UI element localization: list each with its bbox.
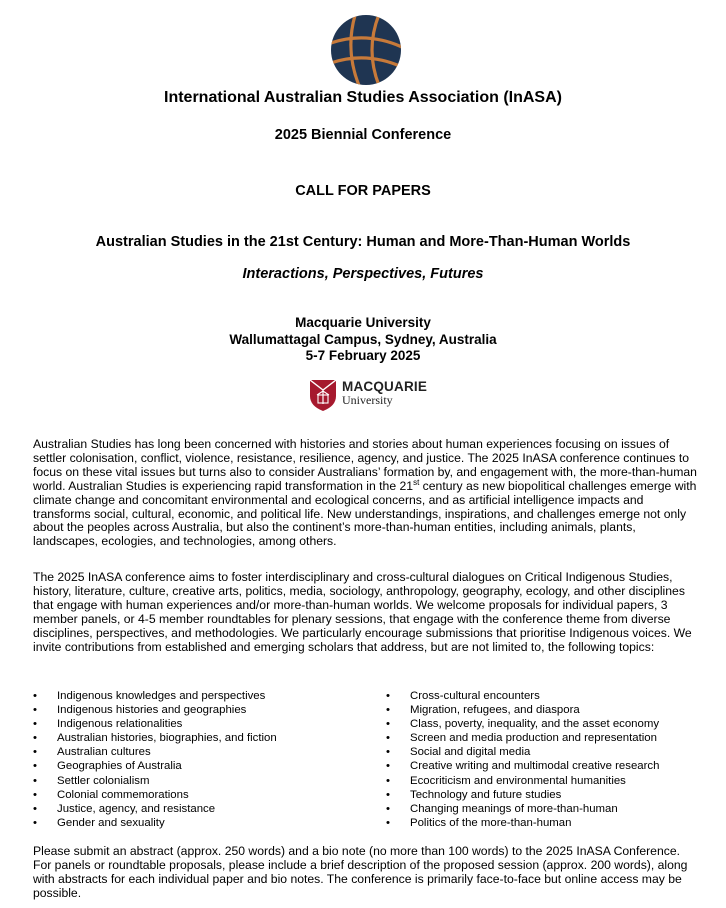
topics-list-right <box>386 689 659 830</box>
list-item: • Screen and media production and representation <box>386 731 659 745</box>
call-for-papers-heading: CALL FOR PAPERS <box>295 183 431 199</box>
intro-paragraph <box>33 438 699 549</box>
list-item: • Geographies of Australia <box>33 759 277 773</box>
list-item: • Indigenous knowledges and perspectives <box>33 689 277 703</box>
list-item: • Cross-cultural encounters <box>386 689 659 703</box>
list-item: • Changing meanings of more-than-human <box>386 802 659 816</box>
list-item: • Indigenous histories and geographies <box>33 703 277 717</box>
macquarie-logo-subtitle: University <box>342 393 393 407</box>
topics-list-left <box>33 689 277 830</box>
list-item: • Politics of the more-than-human <box>386 816 659 830</box>
list-item: • Ecocriticism and environmental humanities <box>386 774 659 788</box>
list-item: • Creative writing and multimodal creative research <box>386 759 659 773</box>
inasa-globe-logo <box>330 14 402 86</box>
list-item: • Migration, refugees, and diaspora <box>386 703 659 717</box>
venue-university: Macquarie University <box>295 315 431 330</box>
venue-dates: 5-7 February 2025 <box>305 348 421 363</box>
conference-theme: Australian Studies in the 21st Century: Human and More-Than-Human Worlds <box>95 234 631 250</box>
conference-subtheme: Interactions, Perspectives, Futures <box>242 266 484 282</box>
intro-paragraph-part-a: Australian Studies has long been concerned with histories and stories about human experiences focusing on issues of settler colonisation, conflict, violence, resistance, resilience, agency, and justice. The 2025 InASA conference continues to focus on these vital issues but turns also to consider Australians’ formation by, and engagement with, the more-than-human world. Australian Studies is experiencing rapid transformation in the 21 <box>33 437 697 493</box>
list-item: • Justice, agency, and resistance <box>33 802 277 816</box>
list-item: • Social and digital media <box>386 745 659 759</box>
century-superscript: st <box>413 477 420 487</box>
venue-block <box>0 315 726 365</box>
list-item: • Class, poverty, inequality, and the asset economy <box>386 717 659 731</box>
list-item: • Australian cultures <box>33 745 277 759</box>
aims-paragraph: The 2025 InASA conference aims to foster interdisciplinary and cross-cultural dialogues on Critical Indigenous Studies, history, literature, culture, creative arts, politics, media, sociology, anthropology, geography, ecology, and other disciplines that engage with human experiences and/or more-than-human worlds. We welcome proposals for individual papers, 3 member panels, or 4-5 member roundtables for plenary sessions, that engage with the conference theme from diverse disciplines, perspectives, and methodologies. We particularly encourage submissions that prioritise Indigenous voices. We invite contributions from established and emerging scholars that address, but are not limited to, the following topics: <box>33 570 692 654</box>
organization-title: International Australian Studies Association (InASA) <box>164 89 562 106</box>
list-item: • Settler colonialism <box>33 774 277 788</box>
list-item: • Indigenous relationalities <box>33 717 277 731</box>
submission-paragraph: Please submit an abstract (approx. 250 words) and a bio note (no more than 100 words) to the 2025 InASA Conference. For panels or roundtable proposals, please include a brief description of the proposed session (approx. 200 words), along with abstracts for each individual paper and bio notes. The conference is primarily face-to-face but online access may be possible. <box>33 844 688 900</box>
list-item: • Technology and future studies <box>386 788 659 802</box>
macquarie-logo <box>308 378 428 412</box>
conference-title: 2025 Biennial Conference <box>274 127 452 143</box>
list-item: • Australian histories, biographies, and fiction <box>33 731 277 745</box>
intro-paragraph-part-b: century as new biopolitical challenges emerge with climate change and concomitant environmental and ecological concerns, and as artificial intelligence impacts and transforms social, cultural, economic, and political life. New understandings, inspirations, and challenges emerge not only about the peoples across Australia, but also the continent’s more-than-human entities, including animals, plants, landscapes, ecologies, and technologies, among others. <box>33 478 697 549</box>
list-item: • Colonial commemorations <box>33 788 277 802</box>
macquarie-logo-name: MACQUARIE <box>342 379 428 394</box>
macquarie-crest-icon <box>308 378 338 412</box>
list-item: • Gender and sexuality <box>33 816 277 830</box>
venue-campus: Wallumattagal Campus, Sydney, Australia <box>229 331 497 347</box>
